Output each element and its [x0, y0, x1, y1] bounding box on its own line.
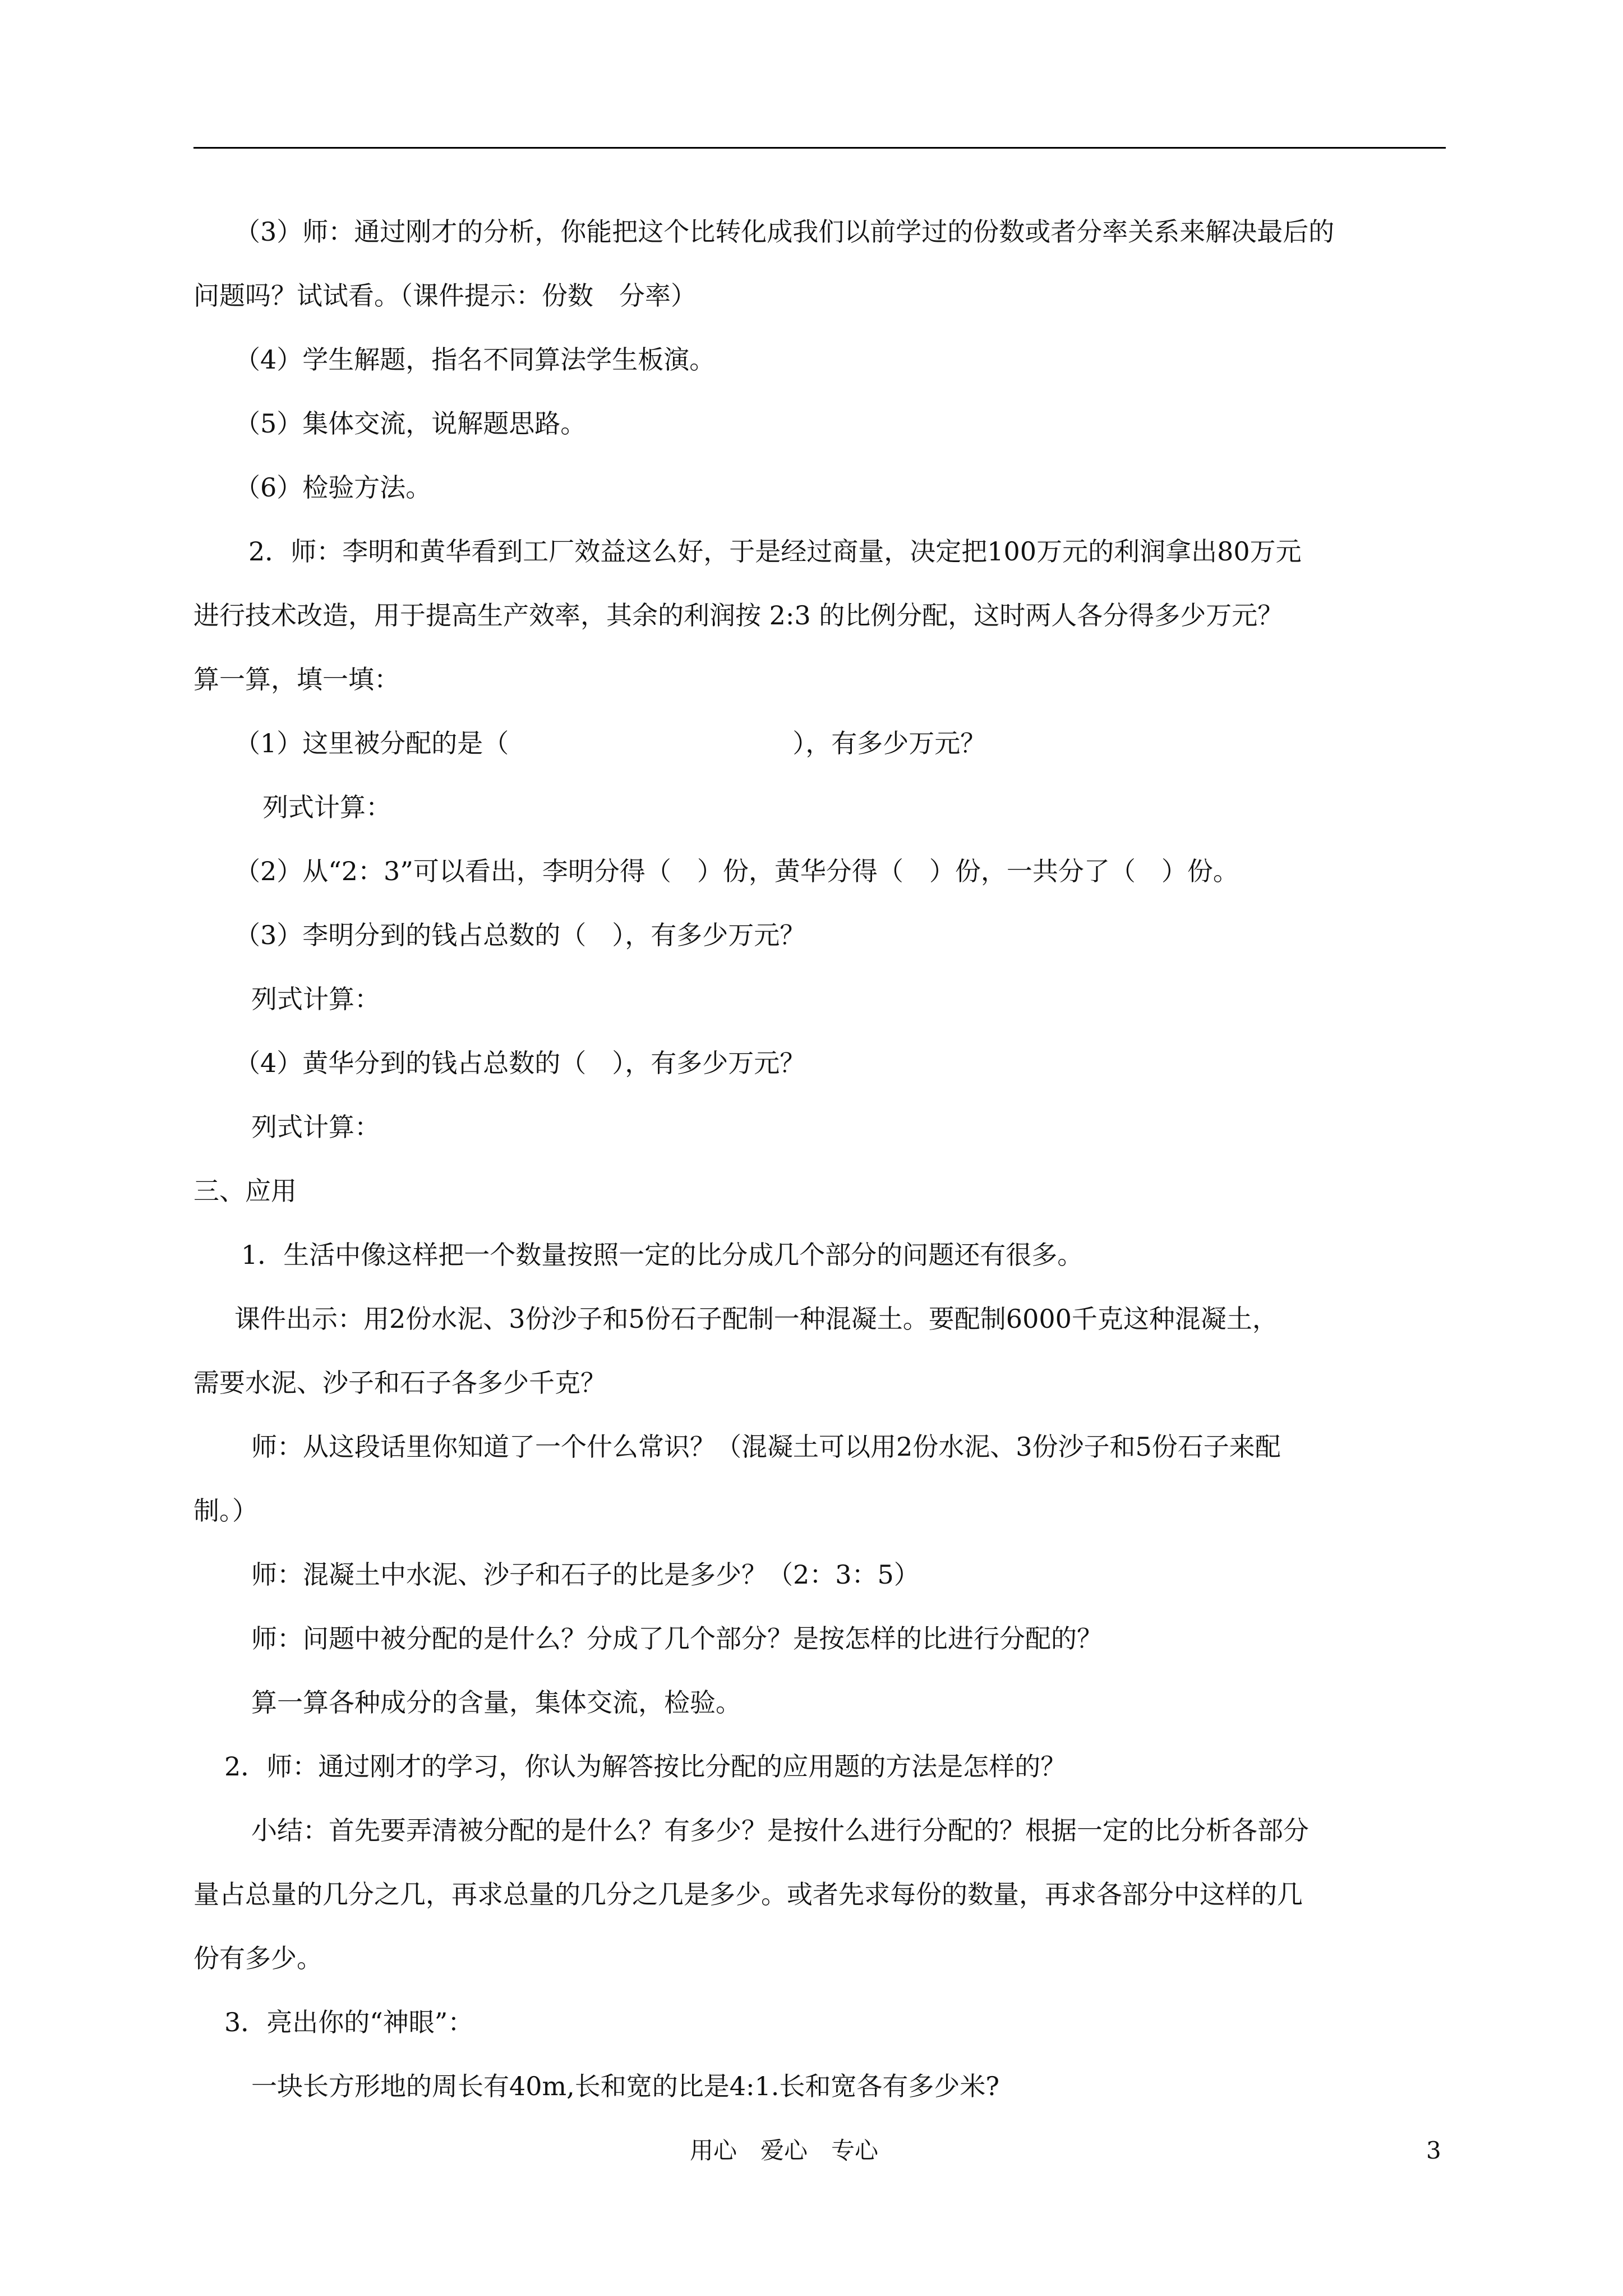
- text-line-28: 份有多少。: [193, 1943, 322, 1973]
- text-line-9: （1）这里被分配的是（ ），有多少万元？: [234, 728, 986, 758]
- text-line-25: 2．师：通过刚才的学习，你认为解答按比分配的应用题的方法是怎样的？: [224, 1751, 1067, 1782]
- text-line-27: 量占总量的几分之几，再求总量的几分之几是多少。或者先求每份的数量，再求各部分中这样的几: [193, 1879, 1303, 1910]
- text-line-7: 进行技术改造，用于提高生产效率，其余的利润按 2:3 的比例分配，这时两人各分得多少万元？: [193, 600, 1284, 631]
- page-number: 3: [1426, 2137, 1441, 2164]
- text-line-22: 师：混凝土中水泥、沙子和石子的比是多少？（2：3：5）: [251, 1559, 920, 1590]
- text-line-29: 3．亮出你的“神眼”：: [224, 2007, 474, 2037]
- text-line-13: 列式计算：: [251, 984, 380, 1014]
- text-line-18: 课件出示：用2份水泥、3份沙子和5份石子配制一种混凝土。要配制6000千克这种混凝土，: [234, 1304, 1278, 1334]
- footer-motto: 用心 爱心 专心: [690, 2137, 879, 2164]
- text-line-30: 一块长方形地的周长有40m,长和宽的比是4:1.长和宽各有多少米?: [251, 2071, 1000, 2101]
- text-line-20: 师：从这段话里你知道了一个什么常识？（混凝土可以用2份水泥、3份沙子和5份石子来配: [251, 1432, 1281, 1462]
- text-line-2: 问题吗？试试看。（课件提示：份数 分率）: [193, 280, 697, 311]
- text-line-12: （3）李明分到的钱占总数的（ ），有多少万元？: [234, 920, 806, 950]
- text-line-24: 算一算各种成分的含量，集体交流，检验。: [251, 1687, 741, 1718]
- text-line-19: 需要水泥、沙子和石子各多少千克？: [193, 1368, 606, 1398]
- text-line-21: 制。）: [193, 1496, 258, 1526]
- text-line-17: 1．生活中像这样把一个数量按照一定的比分成几个部分的问题还有很多。: [241, 1240, 1083, 1270]
- text-line-6: 2．师：李明和黄华看到工厂效益这么好，于是经过商量，决定把100万元的利润拿出80万元: [248, 536, 1302, 567]
- text-line-10: 列式计算：: [262, 792, 391, 822]
- header-rule: [193, 147, 1446, 149]
- text-line-11: （2）从“2：3”可以看出，李明分得（ ）份，黄华分得（ ）份，一共分了（ ）份。: [234, 856, 1239, 886]
- text-line-5: （6）检验方法。: [234, 472, 432, 503]
- text-line-4: （5）集体交流，说解题思路。: [234, 408, 587, 439]
- text-line-14: （4）黄华分到的钱占总数的（ ），有多少万元？: [234, 1048, 806, 1078]
- text-line-16: 三、应用: [193, 1176, 297, 1206]
- text-line-3: （4）学生解题，指名不同算法学生板演。: [234, 344, 716, 375]
- text-line-26: 小结：首先要弄清被分配的是什么？有多少？是按什么进行分配的？根据一定的比分析各部分: [251, 1815, 1309, 1846]
- text-line-23: 师：问题中被分配的是什么？分成了几个部分？是按怎样的比进行分配的？: [251, 1623, 1103, 1654]
- text-line-8: 算一算，填一填：: [193, 664, 400, 694]
- text-line-15: 列式计算：: [251, 1112, 380, 1142]
- text-line-1: （3）师：通过刚才的分析，你能把这个比转化成我们以前学过的份数或者分率关系来解决最后的: [234, 217, 1335, 247]
